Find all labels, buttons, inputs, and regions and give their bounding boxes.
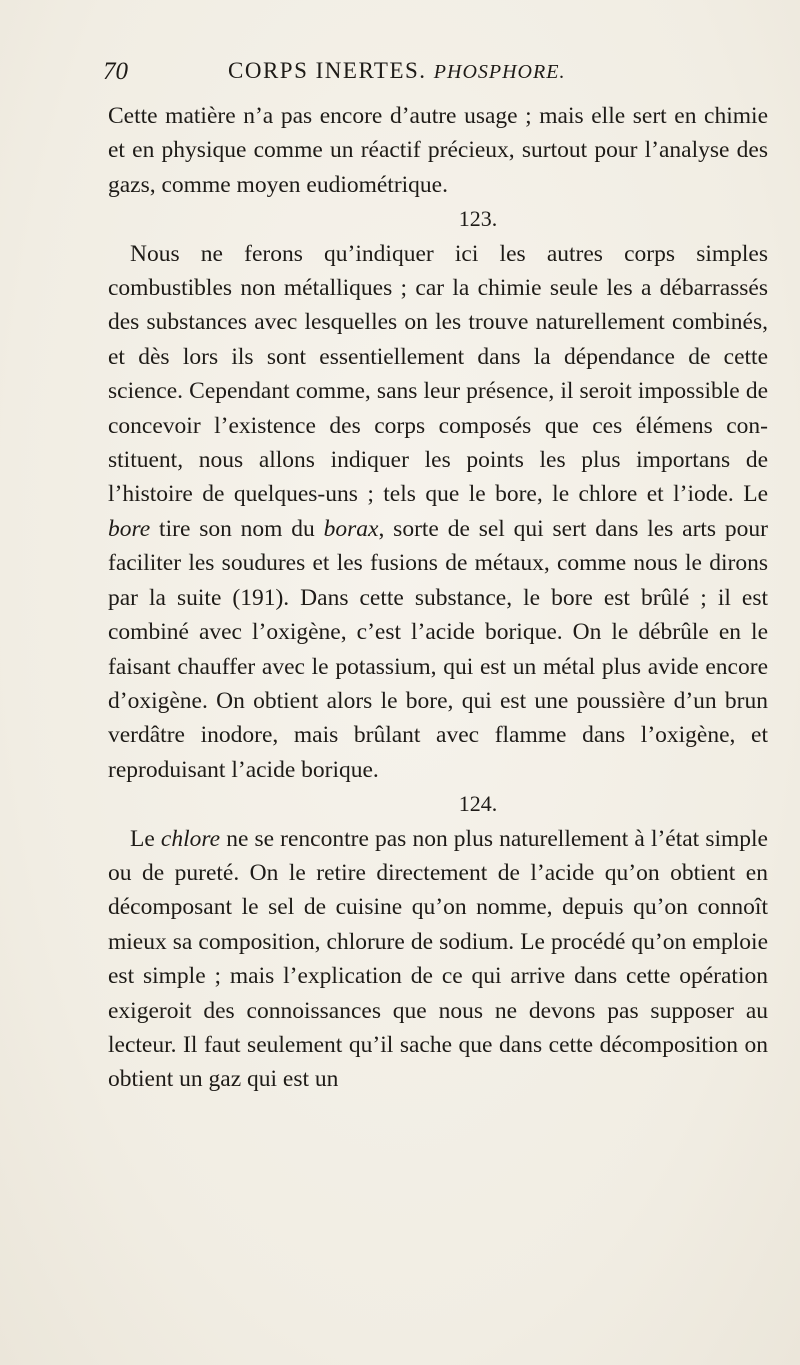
page-header	[103, 58, 743, 94]
paragraph-1: Cette matière n’a pas encore d’autre usage ; mais elle sert en chimie et en physique comme un réactif précieux, surtout pour l’analyse des gazs, comme moyen eudiométrique.	[108, 103, 768, 198]
section-number-123: 123.	[458, 206, 498, 232]
paragraph-2	[108, 237, 768, 788]
paragraph-3-part-a: Le	[130, 825, 161, 852]
paragraph-3-part-b: ne se rencontre pas non plus naturellement à l’état simple ou de pureté. On le retire directement de l’acide qu’on obtient en décomposant le sel de cuisine qu’on nomme, depuis qu’on connoît mieux sa composition, chlorure de sodium. Le procédé qu’on emploie est simple ; mais l’explication de ce qui arrive dans cette opération exigeroit des connoissances que nous ne devons pas supposer au lecteur. Il faut seulement qu’il sache que dans cette décomposition on obtient un gaz qui est un	[108, 825, 768, 1093]
paragraph-2-part-b: tire son nom du	[150, 515, 324, 542]
paragraph-2-part-c: , sorte de sel qui sert dans les arts pour faciliter les soudures et les fusions de métaux, comme nous le dirons par la suite (191). Dans cette substance, le bore est brûlé ; il est combiné avec l’oxigène, c’est l’acide borique. On le débrûle en le faisant chauffer avec le potassium, qui est un métal plus avide encore d’oxigène. On obtient alors le bore, qui est une poussière d’un brun verdâtre inodore, mais brûlant avec flamme dans l’oxigène, et reproduisant l’acide borique.	[108, 515, 768, 783]
running-subtitle: PHOSPHORE.	[433, 61, 566, 83]
section-number-124: 124.	[458, 791, 498, 817]
term-bore: bore	[108, 515, 151, 542]
paragraph-3	[108, 822, 768, 1097]
body-text	[108, 99, 768, 1097]
paragraph-2-part-a: Nous ne ferons qu’indiquer ici les autres corps simples combustibles non métalliques ; car la chimie seule les a débarrassés des substances avec lesquelles on les trouve naturellement combinés, et dès lors ils sont essentiellement dans la dépendance de cette science. Cependant comme, sans leur présence, il seroit impossible de concevoir l’existence des corps composés que ces élémens constituent, nous allons indiquer les points les plus importans de l’histoire de quelques-uns ; tels que le bore, le chlore et l’iode. Le	[108, 240, 768, 508]
term-chlore: chlore	[160, 825, 221, 852]
term-borax: borax	[323, 515, 379, 542]
running-title: CORPS INERTES.	[228, 58, 427, 83]
running-head	[228, 58, 565, 84]
page-number: 70	[103, 58, 128, 85]
